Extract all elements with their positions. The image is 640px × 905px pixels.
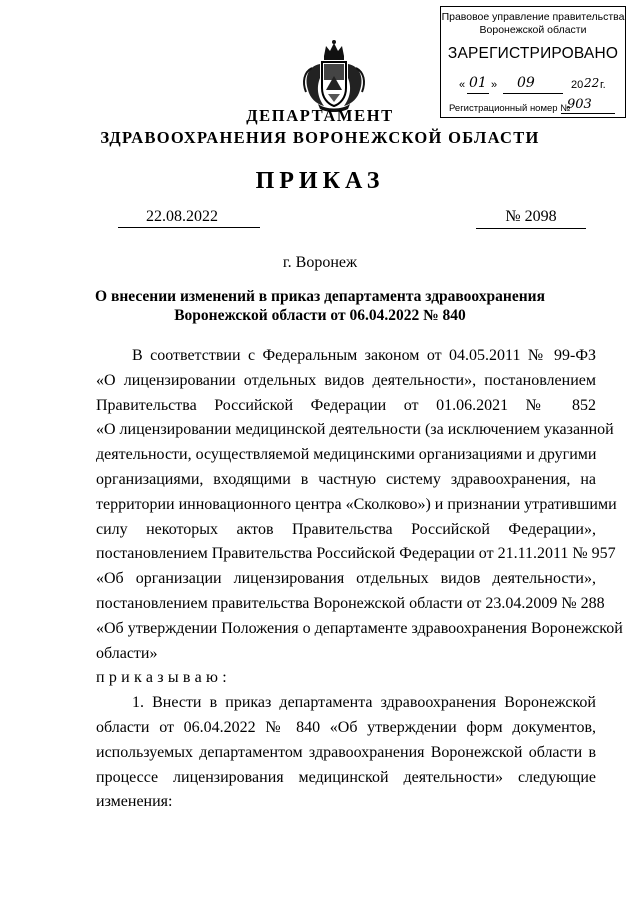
item-line: области от 06.04.2022 № 840 «Об утверждении форм документов,	[96, 718, 596, 736]
stamp-year-suffix: 22	[584, 76, 600, 90]
city: г. Воронеж	[282, 254, 358, 271]
body-line: «Об утверждении Положения о департаменте здравоохранения Воронежской	[96, 619, 623, 637]
stamp-registered: ЗАРЕГИСТРИРОВАНО	[447, 45, 619, 62]
stamp-org	[441, 11, 625, 37]
stamp-org-line2: Воронежской области	[479, 24, 587, 36]
subject-line2: Воронежской области от 06.04.2022 № 840	[174, 307, 466, 324]
document-title: ПРИКАЗ	[255, 168, 385, 194]
stamp-org-line1: Правовое управление правительства	[441, 11, 625, 23]
body-line: постановлением Правительства Российской Федерации от 21.11.2011 № 957	[96, 545, 616, 563]
body-line: «Об организации лицензирования отдельных видов деятельности»,	[96, 570, 596, 588]
stamp-quote-close: »	[491, 79, 498, 91]
body-line: области»	[96, 644, 158, 662]
stamp-day: 01	[469, 75, 487, 91]
stamp-reg-number-value: 903	[567, 97, 592, 112]
body-line: организациями, входящими в частную систему здравоохранения, на	[96, 470, 596, 488]
stamp-date	[459, 75, 619, 95]
body-line: Правительства Российской Федерации от 01.06.2021 № 852	[96, 396, 596, 414]
department-name-line2: ЗДРАВООХРАНЕНИЯ ВОРОНЕЖСКОЙ ОБЛАСТИ	[100, 128, 540, 147]
stamp-year-dot: г.	[600, 79, 606, 91]
body-line: В соответствии с Федеральным законом от 04.05.2011 № 99-ФЗ	[132, 347, 596, 364]
body-line: силу некоторых актов Правительства Российской Федерации»,	[96, 520, 596, 538]
stamp-day-line	[467, 93, 489, 94]
item-line: 1. Внести в приказ департамента здравоохранения Воронежской	[132, 694, 596, 712]
body-line: деятельности, осуществляемой медицинскими организациями и другими	[96, 446, 597, 464]
stamp-quote-open: «	[459, 79, 466, 91]
preamble-paragraph	[96, 344, 623, 815]
department-name-line1: ДЕПАРТАМЕНТ	[246, 106, 394, 125]
order-word: приказываю:	[96, 669, 231, 687]
stamp-year-prefix: 20	[571, 79, 584, 91]
stamp-reg-number-label: Регистрационный номер №	[449, 103, 571, 114]
registration-stamp	[440, 6, 626, 118]
stamp-month: 09	[517, 75, 535, 91]
body-line: территории инновационного центра «Сколково») и признании утратившими	[96, 495, 617, 513]
body-line: «О лицензировании отдельных видов деятельности», постановлением	[96, 371, 596, 389]
stamp-month-line	[503, 93, 563, 94]
item-line: изменения:	[96, 793, 173, 811]
order-number: № 2098	[476, 208, 586, 229]
body-line: «О лицензировании медицинской деятельности (за исключением указанной	[96, 421, 614, 439]
voronezh-coat-of-arms-icon	[298, 38, 370, 112]
body-line: постановлением правительства Воронежской области от 23.04.2009 № 288	[96, 594, 605, 612]
item-line: процессе лицензирования медицинской деятельности» следующие	[96, 768, 596, 786]
order-date: 22.08.2022	[118, 208, 260, 228]
subject-line1: О внесении изменений в приказ департамента здравоохранения	[95, 288, 545, 305]
item-line: используемых департаментом здравоохранения Воронежской области в	[96, 743, 596, 761]
